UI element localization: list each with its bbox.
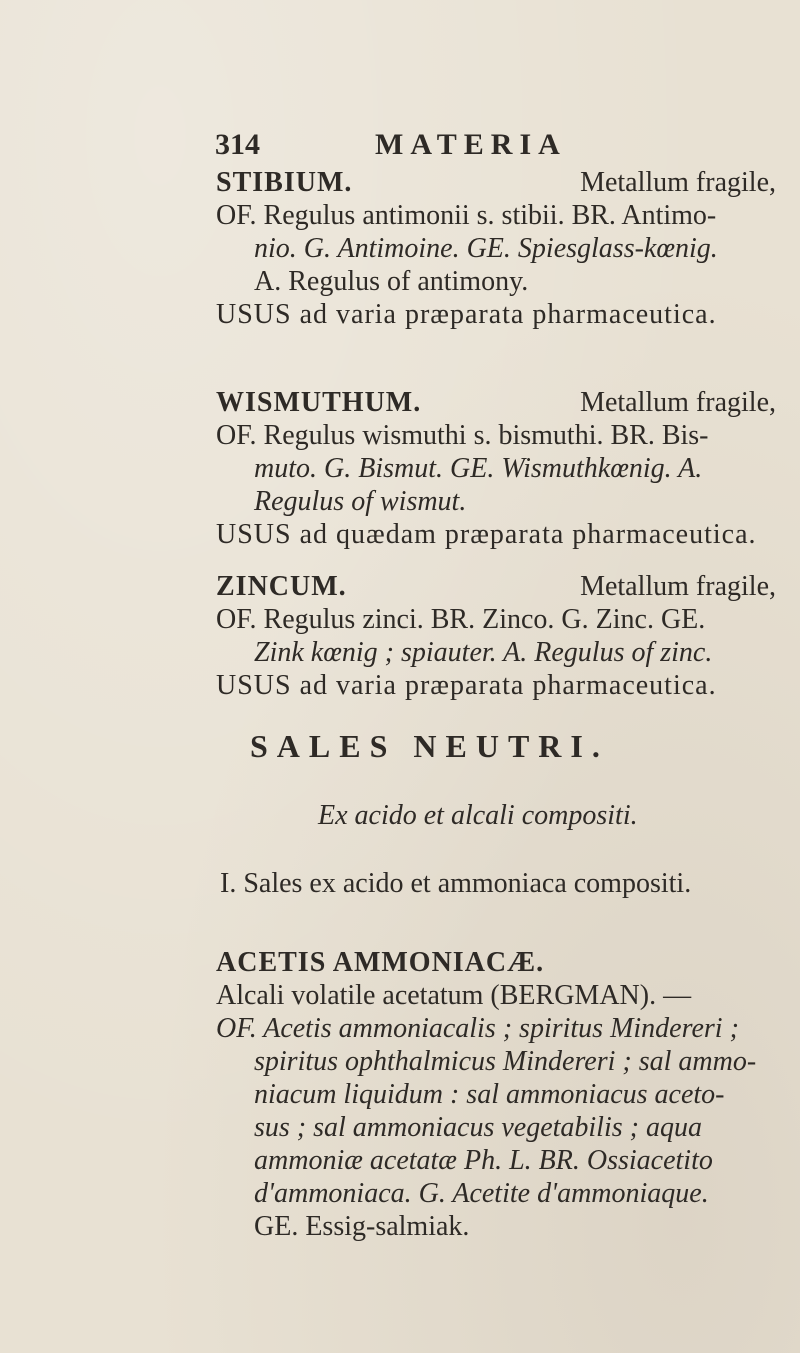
entry-line: OF. Acetis ammoniacalis ; spiritus Mindereri ; (216, 1013, 739, 1044)
section-title: SALES NEUTRI. (250, 728, 609, 764)
entry-usus: USUS ad varia præparata pharmaceutica. (216, 299, 717, 330)
entry-line: Alcali volatile acetatum (BERGMAN). — (216, 980, 692, 1011)
entry-acetis-ammoniacae (216, 946, 776, 1243)
entry-description: Metallum fragile, (580, 571, 776, 602)
entry-line: OF. Regulus wismuthi s. bismuthi. BR. Bis- (216, 420, 709, 451)
entry-line: OF. Regulus zinci. BR. Zinco. G. Zinc. GE. (216, 604, 706, 635)
entry-headword: ACETIS AMMONIACÆ. (216, 947, 545, 978)
page-header (215, 128, 575, 168)
entry-headword: WISMUTHUM. (216, 387, 422, 418)
entry-stibium (216, 166, 776, 331)
entry-line: OF. Regulus antimonii s. stibii. BR. Antimo- (216, 200, 717, 231)
entry-line: d'ammoniaca. G. Acetite d'ammoniaque. (254, 1178, 709, 1209)
page-number: 314 (215, 128, 260, 161)
entry-line: muto. G. Bismut. GE. Wismuthkœnig. A. (254, 453, 703, 484)
entry-line: Regulus of wismut. (254, 486, 467, 517)
entry-line: sus ; sal ammoniacus vegetabilis ; aqua (254, 1112, 702, 1143)
running-head: MATERIA (375, 128, 567, 161)
entry-usus: USUS ad varia præparata pharmaceutica. (216, 670, 717, 701)
entry-zincum (216, 570, 776, 702)
entry-headword: ZINCUM. (216, 571, 347, 602)
entry-line: GE. Essig-salmiak. (254, 1211, 470, 1242)
entry-line: Zink kœnig ; spiauter. A. Regulus of zinc. (254, 637, 713, 668)
entry-usus: USUS ad quædam præparata pharmaceutica. (216, 519, 757, 550)
entry-description: Metallum fragile, (580, 387, 776, 418)
section-subtitle: Ex acido et alcali compositi. (318, 800, 638, 831)
entry-headword: STIBIUM. (216, 167, 353, 198)
entry-wismuthum (216, 386, 776, 551)
entry-line: niacum liquidum : sal ammoniacus aceto- (254, 1079, 725, 1110)
entry-line: spiritus ophthalmicus Mindereri ; sal ammo- (254, 1046, 757, 1077)
entry-line: A. Regulus of antimony. (254, 266, 529, 297)
entry-line: ammoniæ acetatæ Ph. L. BR. Ossiacetito (254, 1145, 713, 1176)
class-title: I. Sales ex acido et ammoniaca compositi. (220, 868, 692, 899)
entry-line: nio. G. Antimoine. GE. Spiesglass-kœnig. (254, 233, 718, 264)
entry-description: Metallum fragile, (580, 167, 776, 198)
